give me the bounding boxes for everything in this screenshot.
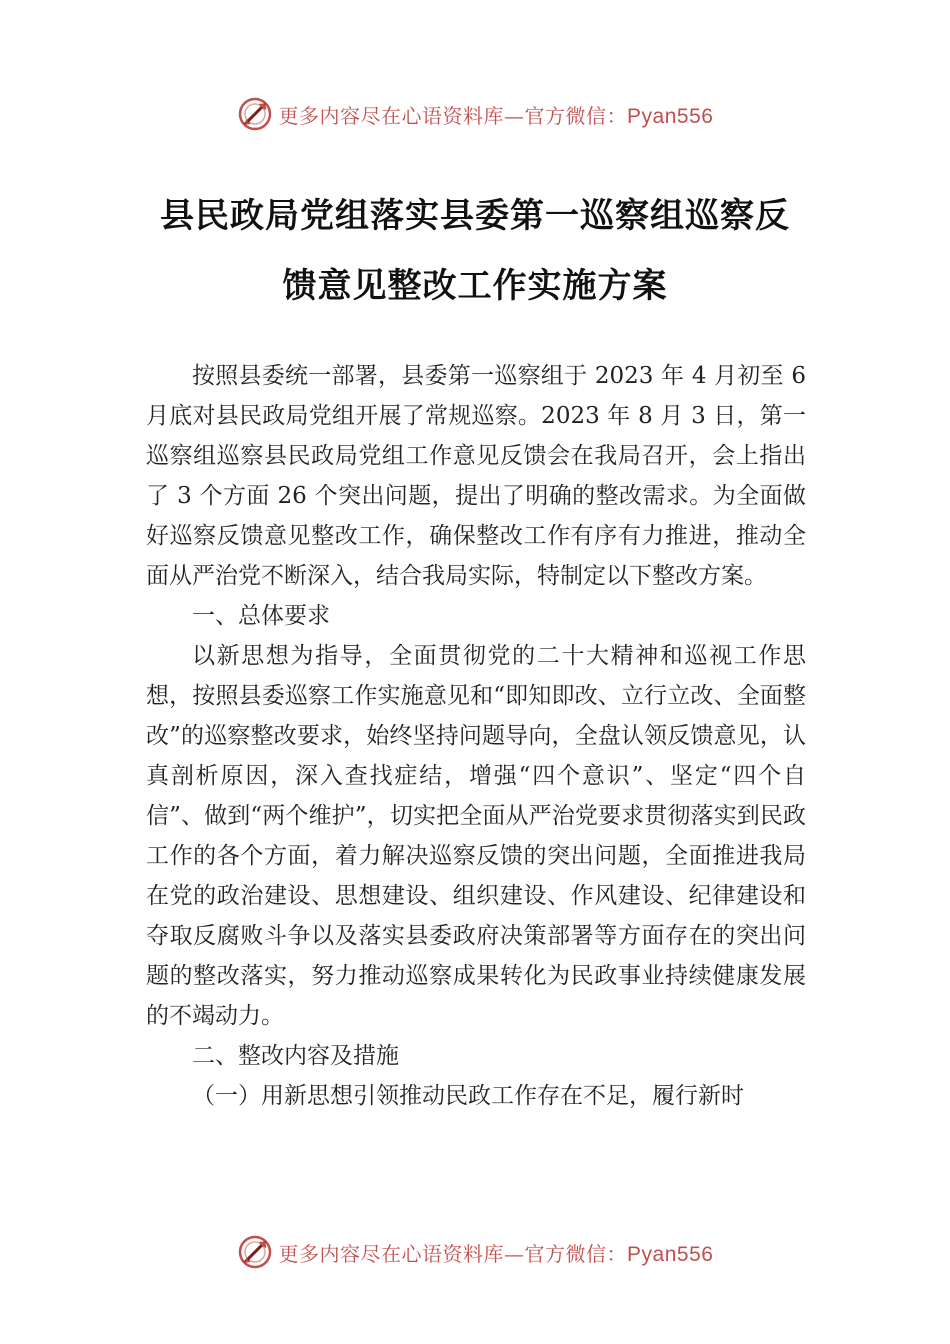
wechat-id: Pyan556 bbox=[627, 104, 714, 128]
quill-seal-icon bbox=[237, 96, 273, 132]
section-heading-rectification-measures: 二、整改内容及措施 bbox=[192, 1043, 399, 1069]
subsection-1-paragraph: （一）用新思想引领推动民政工作存在不足，履行新时 bbox=[192, 1083, 744, 1109]
section-heading-general-requirements: 一、总体要求 bbox=[192, 603, 330, 629]
watermark-text: 更多内容尽在心语资料库—官方微信：Pyan556 bbox=[278, 1241, 714, 1266]
document-title-line-1: 县民政局党组落实县委第一巡察组巡察反 bbox=[160, 196, 790, 236]
document-title-line-2: 馈意见整改工作实施方案 bbox=[282, 266, 668, 306]
intro-paragraph: 按照县委统一部署，县委第一巡察组于 2023 年 4 月初至 6 月底对县民政局党组开展了常规巡察。2023 年 8 月 3 日，第一巡察组巡察县民政局党组工作意见反馈会在我局召开，会上指出了 3 个方面 26 个突出问题，提出了明确的整改需求。为全面做好巡察反馈意见整改工作，确保整改工作有序有力推进，推动全面从严治党不断深入，结合我局实际，特制定以下整改方案。 bbox=[146, 363, 806, 589]
wechat-id: Pyan556 bbox=[627, 1242, 714, 1266]
watermark-footer bbox=[0, 1232, 950, 1272]
watermark-text: 更多内容尽在心语资料库—官方微信：Pyan556 bbox=[278, 103, 714, 128]
general-requirements-paragraph: 以新思想为指导，全面贯彻党的二十大精神和巡视工作思想，按照县委巡察工作实施意见和“即知即改、立行立改、全面整改”的巡察整改要求，始终坚持问题导向，全盘认领反馈意见，认真剖析原因，深入查找症结，增强“四个意识”、坚定“四个自信”、做到“两个维护”，切实把全面从严治党要求贯彻落实到民政工作的各个方面，着力解决巡察反馈的突出问题，全面推进我局在党的政治建设、思想建设、组织建设、作风建设、纪律建设和夺取反腐败斗争以及落实县委政府决策部署等方面存在的突出问题的整改落实，努力推动巡察成果转化为民政事业持续健康发展的不竭动力。 bbox=[146, 643, 806, 1029]
watermark-header bbox=[0, 94, 950, 134]
document-body bbox=[146, 356, 806, 1116]
quill-seal-icon bbox=[237, 1234, 273, 1270]
